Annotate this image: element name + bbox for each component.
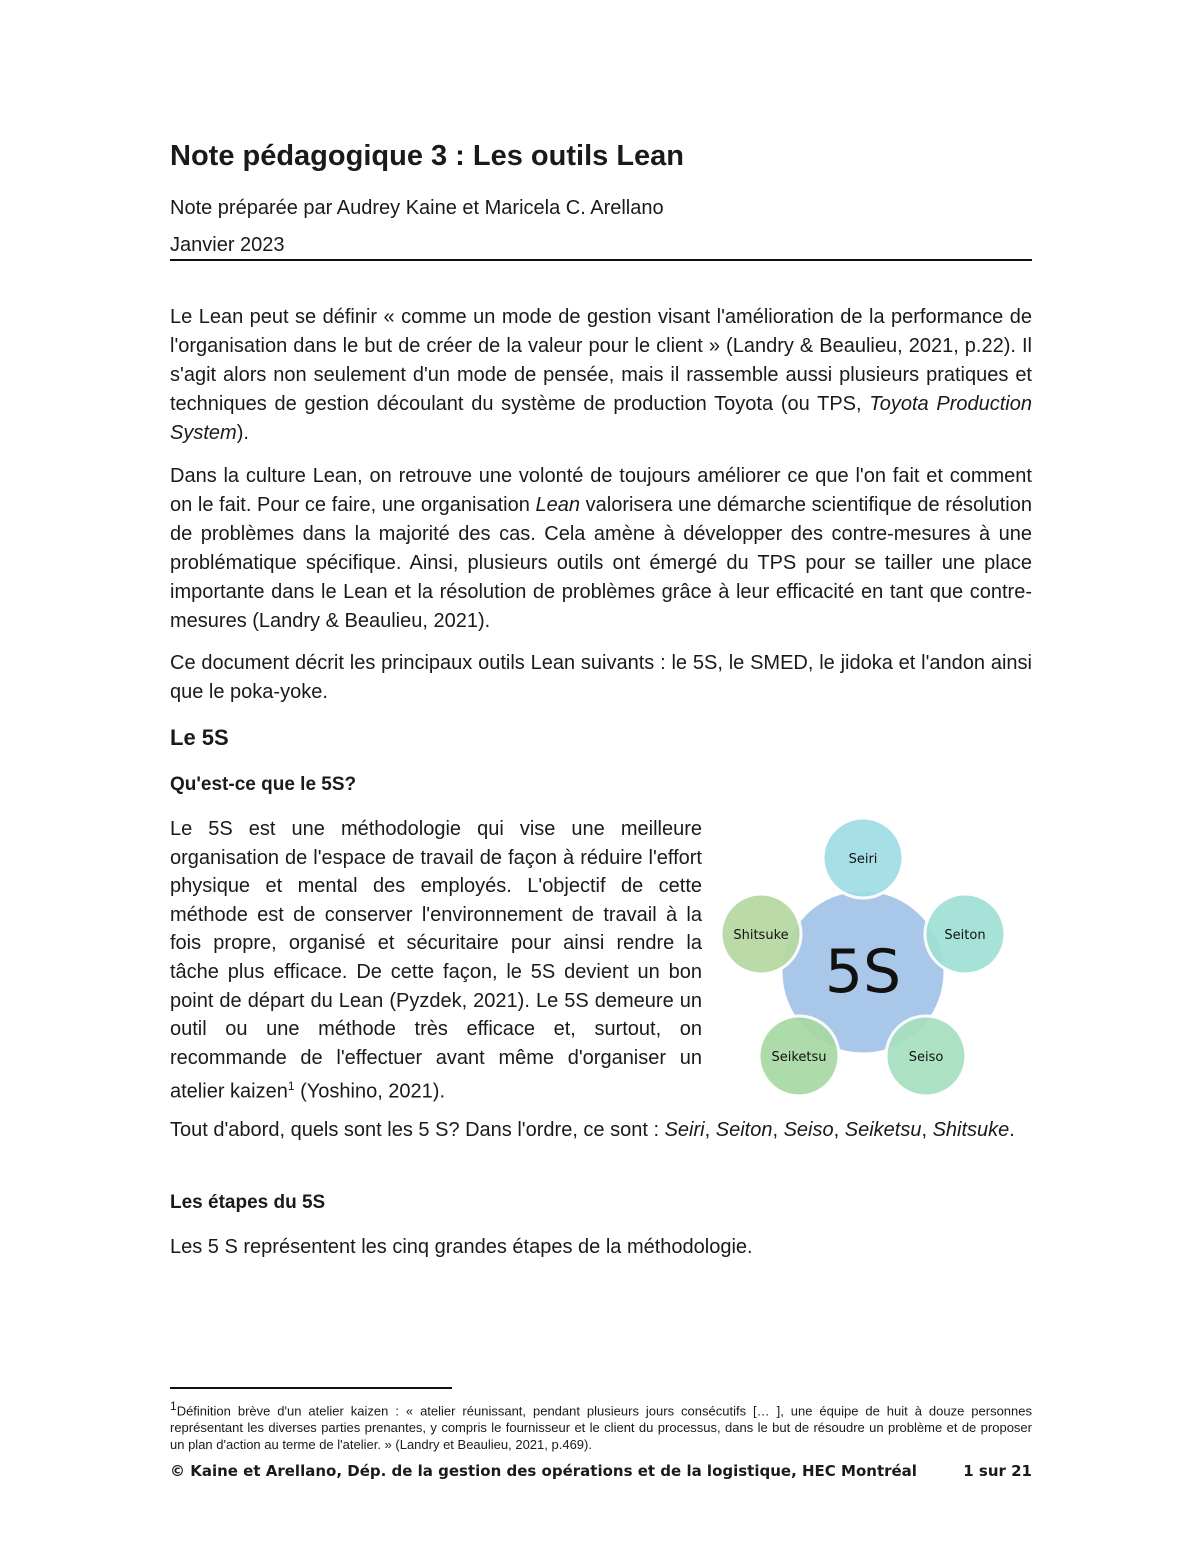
seiketsu-label: Seiketsu (771, 1050, 827, 1065)
page-number: 1 sur 21 (963, 1462, 1032, 1480)
subheading-what-is-5s: Qu'est-ce que le 5S? (170, 774, 357, 795)
author-line: Note préparée par Audrey Kaine et Maricela C. Arellano (170, 197, 664, 219)
seiton-label: Seiton (944, 928, 986, 943)
page-footer (170, 1462, 1032, 1480)
seiri-label: Seiri (848, 852, 878, 867)
seiso-label: Seiso (908, 1050, 944, 1065)
footnote-divider (170, 1387, 452, 1389)
shitsuke-label: Shitsuke (733, 928, 789, 943)
footnote: $^1$Définition brève d'un atelier kaizen : « atelier réunissant, pendant plusieurs jours consécutifs [… ], une équipe de huit à douze personnes représentant les diverses parties prenantes, y compris le fournisseur et le client du processus, dans le but de résoudre un problème et de proposer un plan d'action au terme de l'atelier. » (Landry et Beaulieu, 2021, p.469). (170, 1399, 1032, 1453)
subheading-5s-steps: Les étapes du 5S (170, 1192, 326, 1213)
paragraph-5s-description: Le 5S est une méthodologie qui vise une meilleure organisation de l'espace de travail de façon à réduire l'effort physique et mental des employés. L'objectif de cette méthode est de conserver l'environnement de travail à la fois propre, organisé et sécuritaire pour ainsi rendre la tâche plus efficace. De cette façon, le 5S devient un bon point de départ du Lean (Pyzdek, 2021). Le 5S demeure un outil ou une méthode très efficace et, surtout, on recommande de l'effectuer avant même d'organiser un atelier kaizen$^1$ (Yoshino, 2021). (170, 818, 702, 1103)
paragraph-definition: Le Lean peut se définir « comme un mode de gestion visant l'amélioration de la performance de l'organisation dans le but de créer de la valeur pour le client » (Landry & Beaulieu, 2021, p.22). Il s'agit alors non seulement d'un mode de pensée, mais il rassemble aussi plusieurs pratiques et techniques de gestion découlant du système de production Toyota (ou TPS, Toyota Production System). (170, 306, 1032, 444)
page-title: Note pédagogique 3 : Les outils Lean (170, 140, 684, 172)
center-label: 5S (824, 937, 902, 1007)
paragraph-scope: Ce document décrit les principaux outils Lean suivants : le 5S, le SMED, le jidoka et l'andon ainsi que le poka-yoke. (170, 652, 1032, 703)
paragraph-culture: Dans la culture Lean, on retrouve une volonté de toujours améliorer ce que l'on fait et comment on le fait. Pour ce faire, une organisation Lean valorisera une démarche scientifique de résolution de problèmes dans la majorité des cas. Cela amène à développer des contre-mesures à une problématique spécifique. Ainsi, plusieurs outils ont émergé du TPS pour se tailler une place importante dans le Lean et la résolution de problèmes grâce à leur efficacité en tant que contre-mesures (Landry & Beaulieu, 2021). (170, 465, 1032, 632)
footer-copyright: © Kaine et Arellano, Dép. de la gestion des opérations et de la logistique, HEC Montréal (170, 1462, 917, 1480)
paragraph-5s-list: Tout d'abord, quels sont les 5 S? Dans l'ordre, ce sont : Seiri, Seiton, Seiso, Seiketsu, Shitsuke. (170, 1119, 1015, 1141)
section-heading-5s: Le 5S (170, 725, 229, 750)
paragraph-5s-steps: Les 5 S représentent les cinq grandes étapes de la méthodologie. (170, 1236, 753, 1258)
footnote-ref[interactable]: 1 (287, 1079, 295, 1094)
5s-diagram (715, 810, 1015, 1100)
header-divider (170, 259, 1032, 261)
date-line: Janvier 2023 (170, 234, 285, 256)
